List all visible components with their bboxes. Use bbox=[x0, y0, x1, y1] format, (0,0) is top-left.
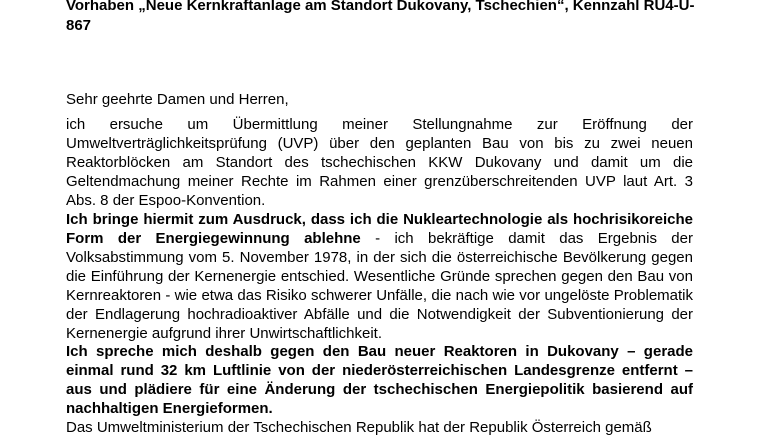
statement-bold-text: Ich bringe hiermit zum Ausdruck, dass ich die Nukleartechnologie als hochrisikoreiche Form der Energiegewinnung ablehne bbox=[66, 211, 693, 247]
salutation: Sehr geehrte Damen und Herren, bbox=[66, 91, 289, 108]
paragraph-request: ich ersuche um Übermittlung meiner Stellungnahme zur Eröffnung der Umweltverträglichkeitsprüfung (UVP) über den geplanten Bau von bis zu zwei neuen Reaktorblöcken am Standort des tschechischen KKW Dukovany und damit um die Geltendmachung meiner Rechte im Rahmen einer grenzüberschreitenden UVP laut Art. 3 Abs. 8 der Espoo-Konvention. bbox=[66, 116, 693, 209]
paragraph-statement bbox=[66, 210, 693, 343]
paragraph-ministry-cutoff: Das Umweltministerium der Tschechischen Republik hat der Republik Österreich gemäß bbox=[66, 419, 652, 436]
statement-body-text: - ich bekräftige damit das Ergebnis der Volksabstimmung vom 5. November 1978, in der sich die österreichische Bevölkerung gegen die Einführung der Kernenergie entschied. Wesentliche Gründe sprechen gegen den Bau von Kernreaktoren - wie etwa das Risiko schwerer Unfälle, die nach wie vor ungelöste Problematik der Endlagerung hochradioaktiver Abfälle und die Notwendigkeit der Subventionierung der Kernenergie aufgrund ihrer Unwirtschaftlichkeit. bbox=[66, 230, 693, 342]
paragraph-opposition: Ich spreche mich deshalb gegen den Bau neuer Reaktoren in Dukovany – gerade einmal rund 32 km Luftlinie von der niederösterreichischen Landesgrenze entfernt – aus und plädiere für eine Änderung der tschechischen Energiepolitik basierend auf nachhaltigen Energieformen. bbox=[66, 343, 693, 417]
document-title: Vorhaben „Neue Kernkraftanlage am Standort Dukovany, Tschechien“, Kennzahl RU4-U-867 bbox=[66, 0, 695, 34]
